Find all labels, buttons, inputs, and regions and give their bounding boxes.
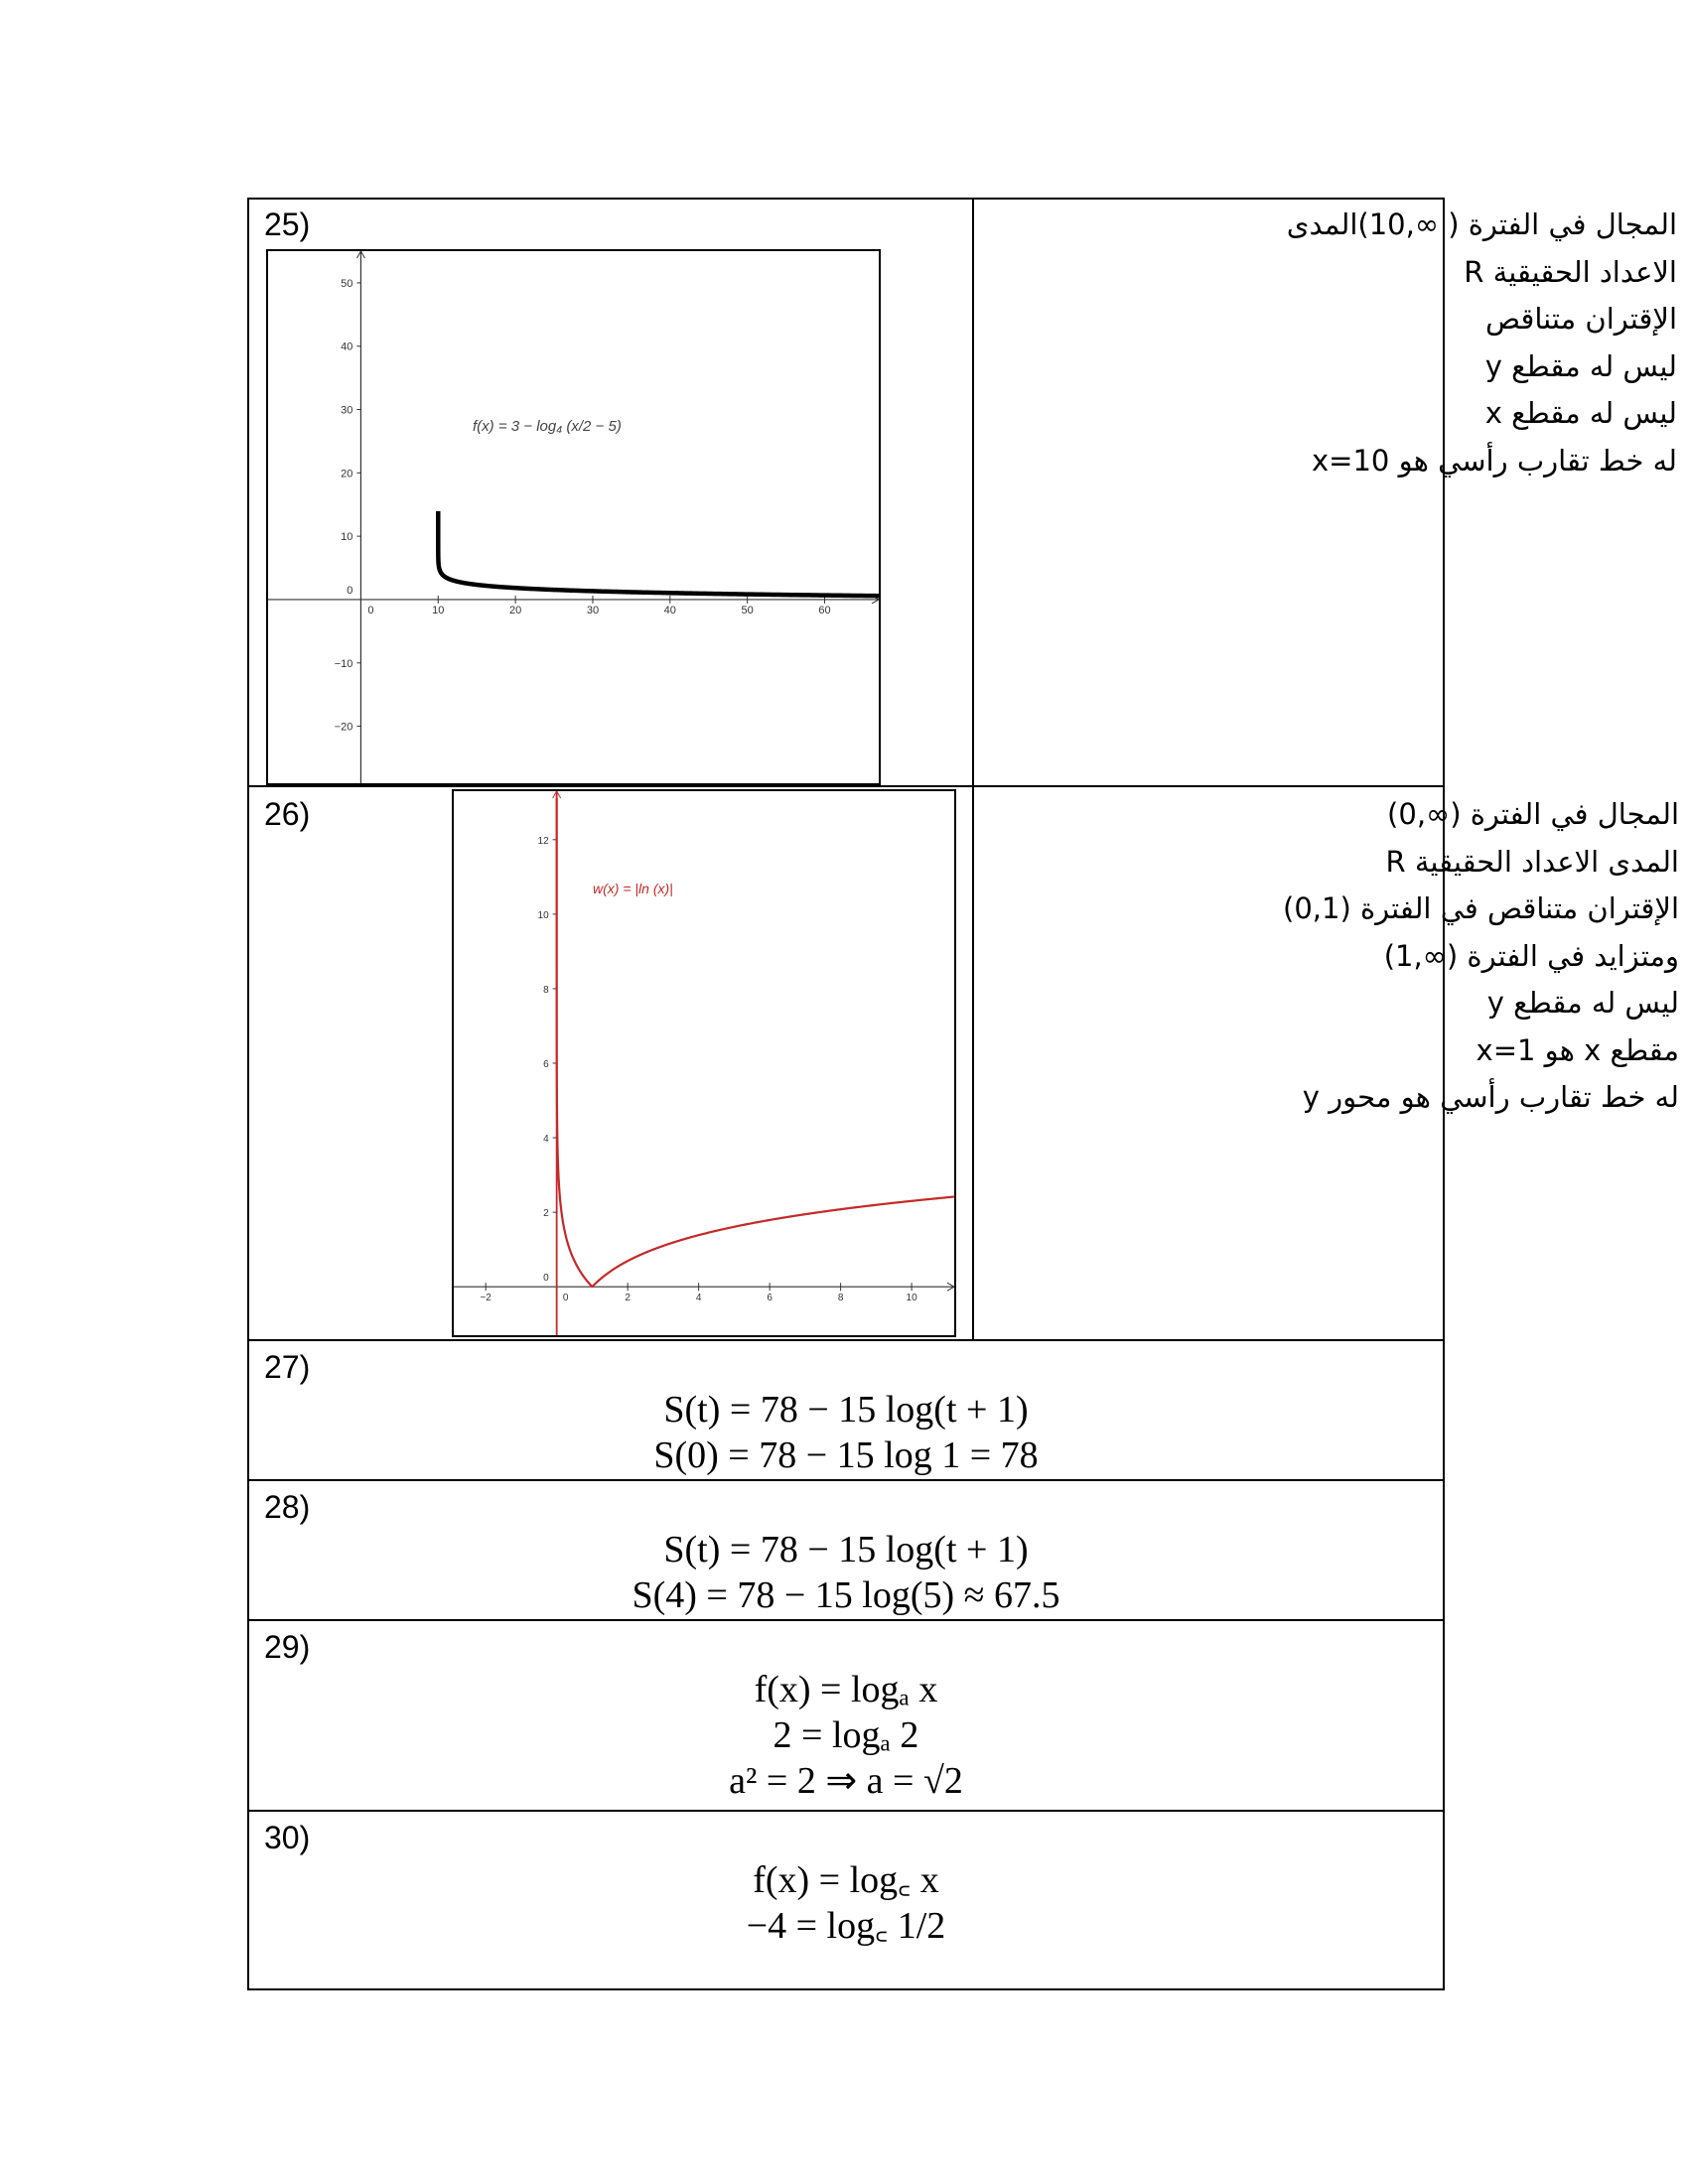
y-tick-label: 6: [543, 1059, 549, 1070]
y-tick-label: 12: [537, 835, 549, 847]
row-25-description: [982, 198, 1677, 484]
r29-line-1: f(x) = logₐ x: [754, 1669, 938, 1710]
x-tick-label: 0: [367, 604, 374, 616]
row-29-number: 29): [264, 1629, 311, 1665]
r25-line-6: له خط تقارب رأسي هو x=10: [1312, 443, 1677, 478]
y-tick-label: 2: [543, 1208, 549, 1220]
r26-line-3: الإقتران متناقص في الفترة (0,1): [1282, 891, 1679, 925]
r29-line-3: a² = 2 ⇒ a = √2: [729, 1760, 963, 1802]
row-30-number: 30): [264, 1820, 311, 1855]
answers-table: [247, 198, 1679, 1990]
y-tick-label: 4: [543, 1134, 549, 1146]
row-29-math: [247, 1667, 1445, 1804]
x-tick-label: 60: [818, 604, 831, 616]
function-label: f(x) = 3 − log₄ (x/2 − 5): [473, 418, 622, 435]
function-curve: [557, 798, 954, 1287]
r27-line-2: S(0) = 78 − 15 log 1 = 78: [653, 1434, 1039, 1476]
row-28-math: [247, 1527, 1445, 1618]
row-25-number: 25): [264, 206, 311, 242]
r26-line-4: ومتزايد في الفترة (∞,1): [1383, 938, 1679, 973]
y-tick-label: 10: [341, 531, 353, 544]
x-tick-label: 4: [695, 1293, 702, 1304]
graph-25: [266, 249, 881, 785]
y-tick-label: 20: [341, 468, 353, 480]
r26-line-5: ليس له مقطع y: [1486, 986, 1679, 1020]
y-tick-label: −20: [334, 721, 353, 734]
r26-line-6: مقطع x هو x=1: [1476, 1032, 1679, 1067]
y-tick-label: −10: [334, 657, 353, 670]
x-tick-label: 20: [508, 604, 522, 616]
graph-26: [452, 789, 956, 1337]
r25-line-1: المجال في الفترة ( ∞,10)المدى: [1286, 207, 1677, 241]
row-30-math: [247, 1857, 1445, 1949]
y-tick-label: 0: [543, 1273, 549, 1285]
log-function-plot: [268, 251, 879, 783]
y-tick-label: 8: [543, 984, 549, 996]
r25-line-2: الاعداد الحقيقية R: [1464, 254, 1677, 289]
x-tick-label: 8: [837, 1293, 844, 1304]
r25-line-4: ليس له مقطع y: [1484, 348, 1677, 383]
r26-line-7: له خط تقارب رأسي هو محور y: [1302, 1080, 1679, 1114]
y-tick-label: 40: [341, 341, 353, 353]
x-tick-label: 0: [562, 1293, 569, 1304]
row-26-description: [982, 787, 1679, 1122]
x-tick-label: −2: [480, 1293, 492, 1304]
y-tick-label: 0: [347, 584, 353, 597]
r26-line-1: المجال في الفترة (∞,0): [1387, 797, 1679, 831]
y-tick-label: 10: [537, 909, 549, 921]
function-label: w(x) = |ln (x)|: [593, 881, 673, 896]
x-tick-label: 40: [663, 604, 676, 616]
x-tick-label: 10: [432, 604, 445, 616]
y-tick-label: 30: [341, 404, 353, 417]
r30-line-1: f(x) = log꜀ x: [753, 1859, 939, 1901]
r26-line-2: المدى الاعداد الحقيقية R: [1385, 844, 1679, 879]
x-tick-label: 30: [586, 604, 600, 616]
r25-line-3: الإقتران متناقص: [1484, 302, 1677, 336]
r29-line-2: 2 = logₐ 2: [773, 1714, 919, 1756]
x-tick-label: 6: [767, 1293, 773, 1304]
x-tick-label: 2: [625, 1293, 631, 1304]
y-tick-label: 50: [341, 277, 353, 290]
row-26-number: 26): [264, 796, 311, 832]
r28-line-1: S(t) = 78 − 15 log(t + 1): [663, 1529, 1029, 1570]
row-27-number: 27): [264, 1349, 311, 1385]
row-28-number: 28): [264, 1489, 311, 1525]
r25-line-5: ليس له مقطع x: [1484, 396, 1677, 430]
x-tick-label: 50: [741, 604, 754, 616]
r27-line-1: S(t) = 78 − 15 log(t + 1): [663, 1389, 1029, 1431]
function-curve: [438, 511, 879, 596]
x-tick-label: 10: [906, 1293, 917, 1304]
r30-line-2: −4 = log꜀ 1/2: [746, 1905, 946, 1947]
abs-ln-plot: [454, 791, 954, 1335]
r28-line-2: S(4) = 78 − 15 log(5) ≈ 67.5: [632, 1574, 1060, 1616]
row-27-math: [247, 1387, 1445, 1478]
